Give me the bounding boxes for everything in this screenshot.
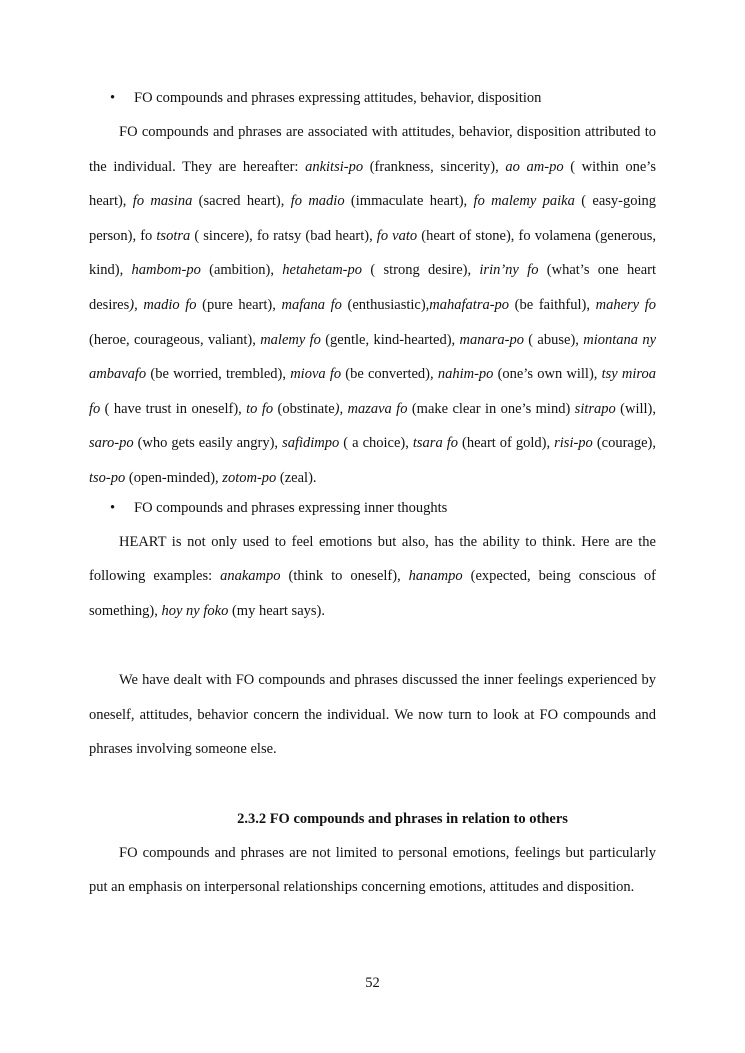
- malagasy-term: ao am-po: [505, 158, 564, 175]
- malagasy-term: tsotra: [156, 227, 191, 244]
- malagasy-term: ), madio fo: [129, 296, 197, 313]
- malagasy-term: sitrapo: [574, 400, 616, 417]
- malagasy-term: hambom-po: [131, 262, 201, 279]
- text-run: (make clear in one’s mind): [407, 400, 575, 417]
- malagasy-term: miontana ny ambavafo: [89, 331, 657, 383]
- text-run: ( abuse),: [523, 331, 584, 348]
- malagasy-term: safidimpo: [282, 435, 340, 452]
- malagasy-term: mafana fo: [281, 296, 342, 313]
- malagasy-term: saro-po: [89, 435, 134, 452]
- text-run: (enthusiastic),: [341, 296, 430, 313]
- malagasy-term: malemy fo: [260, 331, 321, 348]
- text-run: (pure heart),: [196, 296, 282, 313]
- malagasy-term: mahafatra-po: [429, 296, 510, 313]
- text-run: (frankness, sincerity),: [363, 158, 506, 175]
- malagasy-term: miova fo: [290, 366, 342, 383]
- malagasy-term: hanampo: [408, 568, 463, 585]
- malagasy-term: hetahetam-po: [282, 262, 363, 279]
- text-run: ( a choice),: [339, 435, 413, 452]
- malagasy-term: irin’ny fo: [479, 262, 539, 279]
- paragraph-transition: We have dealt with FO compounds and phrases discussed the inner feelings experienced by oneself, attitudes, behavior concern the individual. We now turn to look at FO compounds and phrases involving someone else.: [89, 671, 656, 758]
- text-run: (one’s own will),: [493, 366, 602, 383]
- malagasy-term: tsy miroa fo: [89, 366, 656, 417]
- text-run: (obstinate: [273, 400, 335, 417]
- bullet-item-attitudes: [89, 86, 656, 111]
- bullet-icon: •: [110, 90, 116, 106]
- text-run: (open-minded),: [125, 469, 223, 486]
- malagasy-term: nahim-po: [437, 366, 494, 383]
- malagasy-term: ), mazava fo: [334, 400, 408, 417]
- text-run: (who gets easily angry),: [133, 435, 283, 452]
- malagasy-term: ankitsi-po: [305, 158, 364, 175]
- bullet-icon: •: [110, 499, 116, 516]
- malagasy-term: manara-po: [459, 331, 524, 348]
- paragraph-inner-thoughts: [89, 525, 656, 629]
- text-run: (gentle, kind-hearted),: [320, 331, 460, 348]
- text-run: (think to oneself),: [280, 568, 409, 585]
- malagasy-term: hoy ny foko: [161, 602, 229, 619]
- text-run: (be faithful),: [509, 296, 596, 313]
- malagasy-term: to fo: [246, 400, 274, 417]
- text-run: ( sincere), fo ratsy (bad heart),: [190, 227, 377, 244]
- spacer: [89, 628, 656, 663]
- malagasy-term: fo masina: [132, 193, 193, 210]
- text-run: ( within one’s heart),: [89, 158, 656, 210]
- malagasy-term: anakampo: [220, 568, 281, 585]
- bullet-text: FO compounds and phrases expressing attitudes, behavior, disposition: [134, 90, 542, 106]
- malagasy-term: fo madio: [290, 193, 345, 210]
- text-run: (will),: [615, 400, 656, 417]
- malagasy-term: tsara fo: [412, 435, 458, 452]
- text-run: (heart of gold),: [457, 435, 555, 452]
- section-heading: 2.3.2 FO compounds and phrases in relation to others: [237, 810, 568, 827]
- text-run: FO compounds and phrases are associated with attitudes, behavior, disposition attributed to the individual. They are hereafter:: [89, 124, 656, 175]
- malagasy-term: zotom-po: [222, 469, 277, 486]
- text-run: (ambition),: [200, 262, 283, 279]
- page-body: [89, 86, 656, 905]
- text-run: (immaculate heart),: [344, 193, 474, 210]
- text-run: ( strong desire),: [362, 262, 480, 279]
- malagasy-term: fo vato: [376, 227, 418, 244]
- text-run: (what’s one heart desires: [89, 262, 656, 313]
- text-run: (heart of stone), fo volamena (generous, kind),: [89, 227, 656, 279]
- text-run: (sacred heart),: [192, 193, 291, 210]
- text-run: (be worried, trembled),: [146, 366, 291, 383]
- spacer: [89, 767, 656, 802]
- malagasy-term: fo malemy paika: [473, 193, 575, 210]
- text-run: (zeal).: [276, 469, 317, 486]
- text-run: (heroe, courageous, valiant),: [89, 331, 261, 348]
- paragraph-attitudes: [89, 115, 656, 496]
- malagasy-term: tso-po: [89, 469, 126, 486]
- malagasy-term: mahery fo: [595, 296, 657, 313]
- text-run: (expected, being conscious of something),: [89, 568, 656, 619]
- text-run: (courage),: [592, 435, 656, 452]
- bullet-item-inner-thoughts: [89, 496, 656, 521]
- text-run: HEART is not only used to feel emotions but also, has the ability to think. Here are the following examples:: [89, 533, 656, 585]
- page-number: 52: [365, 975, 380, 991]
- malagasy-term: risi-po: [554, 435, 593, 452]
- text-run: (be converted),: [341, 366, 438, 383]
- text-run: ( have trust in oneself),: [100, 400, 247, 417]
- paragraph-relations: FO compounds and phrases are not limited to personal emotions, feelings but particularly put an emphasis on interpersonal relationships concerning emotions, attitudes and disposition.: [89, 844, 656, 896]
- text-run: (my heart says).: [228, 602, 325, 619]
- bullet-text: FO compounds and phrases expressing inner thoughts: [134, 499, 448, 516]
- text-run: ( easy-going person), fo: [89, 193, 657, 244]
